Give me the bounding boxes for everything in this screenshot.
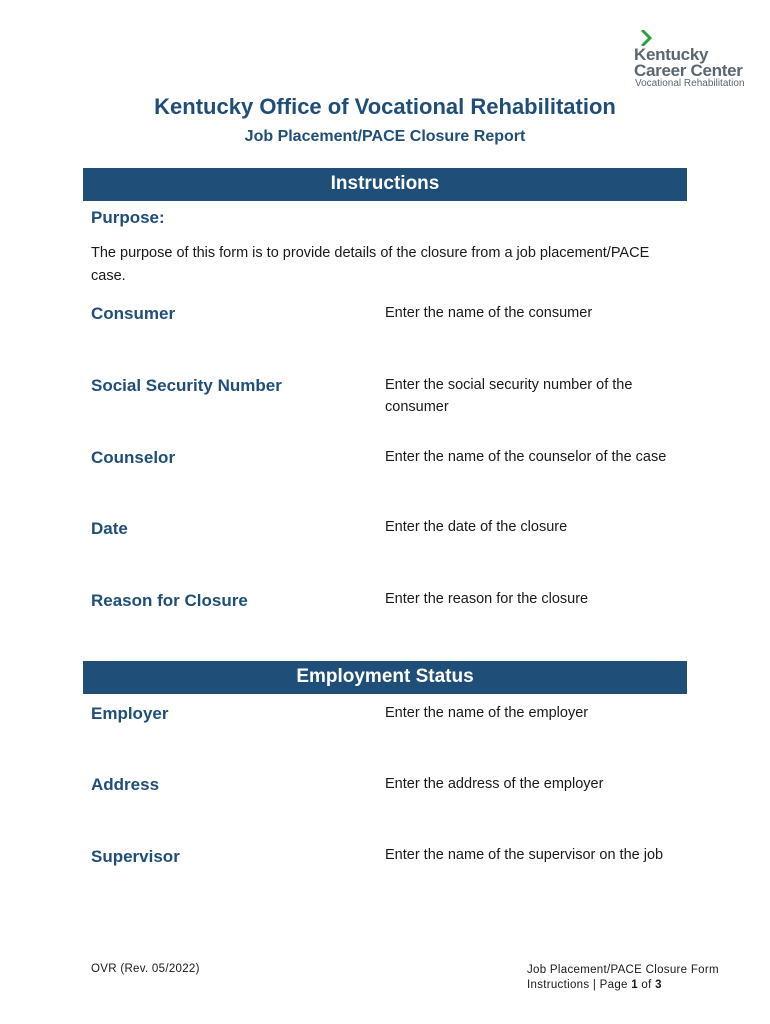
footer-of: of <box>637 979 656 991</box>
field-desc-reason-for-closure: Enter the reason for the closure <box>385 591 589 607</box>
logo-line-2: Career Center <box>634 61 743 80</box>
instructions-section-header: Instructions <box>83 168 687 201</box>
footer-revision: OVR (Rev. 05/2022) <box>91 963 200 975</box>
field-label-address: Address <box>91 775 160 794</box>
field-desc-counselor: Enter the name of the counselor of the case <box>385 449 667 465</box>
logo-line-1: Kentucky <box>634 45 709 64</box>
field-desc-supervisor: Enter the name of the supervisor on the job <box>385 847 664 863</box>
field-desc-ssn: Enter the social security number of the consumer <box>385 377 633 415</box>
logo-line-3: Vocational Rehabilitation <box>635 78 745 89</box>
page-title: Kentucky Office of Vocational Rehabilitation <box>154 94 616 119</box>
footer-page-prefix: Instructions | Page <box>527 979 632 991</box>
kentucky-career-center-logo <box>634 30 759 92</box>
page-subtitle: Job Placement/PACE Closure Report <box>244 128 526 145</box>
footer-page-total: 3 <box>655 979 662 991</box>
footer-form-name: Job Placement/PACE Closure Form <box>527 964 719 976</box>
field-label-reason-for-closure: Reason for Closure <box>91 591 248 610</box>
field-desc-consumer: Enter the name of the consumer <box>385 305 593 321</box>
footer-page-info <box>527 963 719 993</box>
purpose-text: The purpose of this form is to provide details of the closure from a job placement/PACE case. <box>91 245 650 284</box>
field-desc-address: Enter the address of the employer <box>385 776 604 792</box>
footer-page-line <box>527 978 719 993</box>
field-label-employer: Employer <box>91 704 169 723</box>
field-desc-date: Enter the date of the closure <box>385 519 568 535</box>
purpose-label: Purpose: <box>91 208 165 227</box>
field-label-consumer: Consumer <box>91 304 176 323</box>
field-label-counselor: Counselor <box>91 448 176 467</box>
field-label-ssn: Social Security Number <box>91 376 282 395</box>
chevron-right-icon <box>640 30 654 46</box>
footer-page-number: 1 <box>631 979 638 991</box>
field-label-supervisor: Supervisor <box>91 847 180 866</box>
field-desc-employer: Enter the name of the employer <box>385 705 589 721</box>
employment-status-section-header: Employment Status <box>83 661 687 694</box>
field-label-date: Date <box>91 519 128 538</box>
